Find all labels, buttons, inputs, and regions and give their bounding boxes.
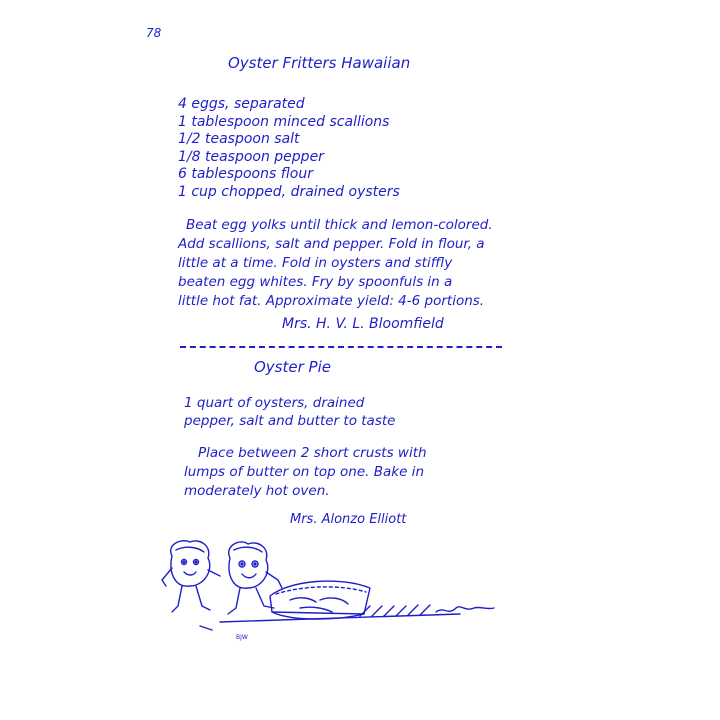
ingredient-line: 1 quart of oysters, drained — [184, 395, 365, 411]
direction-line: little hot fat. Approximate yield: 4-6 portions. — [178, 293, 485, 309]
oyster-characters-and-pie-illustration-icon — [160, 536, 510, 646]
ingredient-line: 6 tablespoons flour — [178, 166, 313, 182]
direction-line: Beat egg yolks until thick and lemon-colored. — [186, 217, 493, 233]
direction-line: little at a time. Fold in oysters and stiffly — [178, 255, 453, 271]
directions-fritters — [178, 216, 493, 311]
ingredient-list-fritters — [178, 96, 400, 201]
ingredient-line: 1/8 teaspoon pepper — [178, 148, 324, 165]
direction-line: Place between 2 short crusts with — [198, 445, 427, 461]
direction-line: beaten egg whites. Fry by spoonfuls in a — [178, 274, 453, 290]
ingredient-list-pie — [184, 394, 395, 430]
contributor-elliott: Mrs. Alonzo Elliott — [290, 512, 407, 527]
directions-pie — [184, 444, 427, 501]
direction-line: lumps of butter on top one. Bake in — [184, 464, 424, 480]
contributor-bloomfield: Mrs. H. V. L. Bloomfield — [282, 316, 444, 332]
recipe-title-oyster-pie: Oyster Pie — [254, 358, 331, 376]
section-divider — [180, 346, 502, 348]
page-number: 78 — [146, 26, 162, 40]
direction-line: Add scallions, salt and pepper. Fold in flour, a — [178, 236, 485, 252]
ingredient-line: 1 tablespoon minced scallions — [178, 113, 390, 130]
ingredient-line: pepper, salt and butter to taste — [184, 413, 396, 429]
ingredient-line: 4 eggs, separated — [178, 96, 305, 112]
direction-line: moderately hot oven. — [184, 483, 330, 499]
artist-initials: BJW — [236, 634, 248, 641]
recipe-title-oyster-fritters: Oyster Fritters Hawaiian — [228, 54, 411, 72]
ingredient-line: 1/2 teaspoon salt — [178, 131, 300, 147]
ingredient-line: 1 cup chopped, drained oysters — [178, 183, 400, 200]
